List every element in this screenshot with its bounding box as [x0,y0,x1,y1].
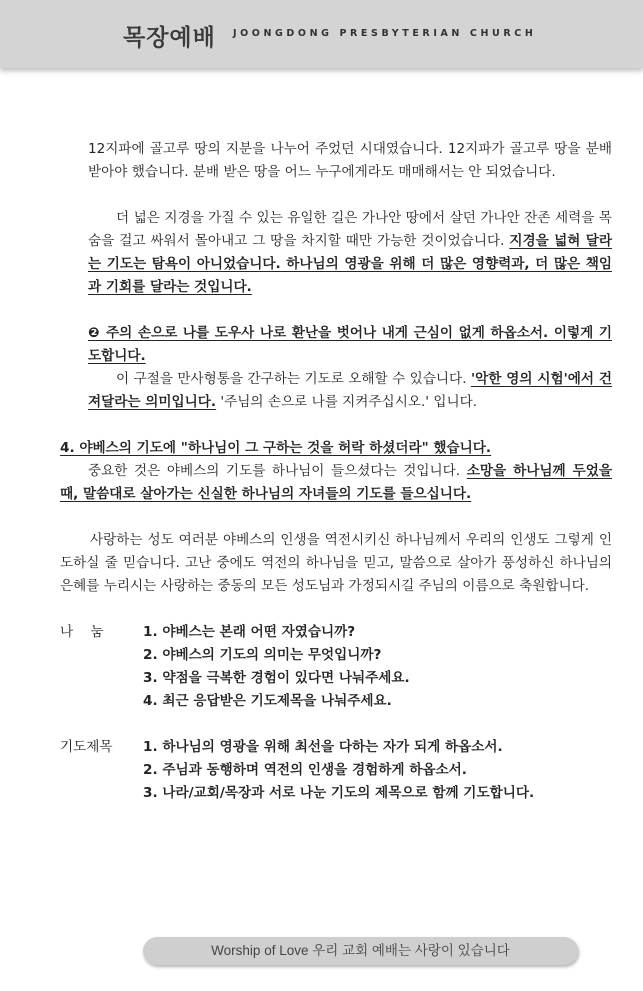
paragraph-5: 사랑하는 성도 여러분 야베스의 인생을 역전시키신 하나님께서 우리의 인생도 그렇게 인도하실 줄 믿습니다. 고난 중에도 역전의 하나님을 믿고, 말씀으로 살아가 풍성하신 하나님의 은혜를 누리시는 사랑하는 중동의 모든 성도님과 가정되시길 주님의 이름으로 축원합니다. [60,532,612,594]
paragraph-2-text: 더 넓은 지경을 가질 수 있는 유일한 길은 가나안 땅에서 살던 가나안 잔존 세력을 목숨을 걸고 싸워서 몰아내고 그 땅을 차지할 때만 가능한 것이었습니다. [88,210,612,249]
paragraph-2 [60,207,612,299]
sharing-item: 2. 야베스의 기도의 의미는 무엇입니까? [143,647,382,663]
sharing-item: 4. 최근 응답받은 기도제목을 나눠주세요. [143,693,392,709]
section-heading-4: 4. 야베스의 기도에 "하나님이 그 구하는 것을 허락 하셨더라" 했습니다. [60,440,492,456]
paragraph-1: 12지파에 골고루 땅의 지분을 나누어 주었던 시대였습니다. 12지파가 골고루 땅을 분배 받아야 했습니다. 분배 받은 땅을 어느 누구에게라도 매매해서는 안 되었습니다. [88,141,612,180]
header-subtitle: JOONGDONG PRESBYTERIAN CHURCH [233,28,537,39]
paragraph-3-end: '주님의 손으로 나를 지켜주십시오.' 입니다. [216,394,478,410]
prayer-list [143,736,612,805]
paragraph-4-emphasis: 소망을 하나님께 두었을 때, 말씀대로 살아가는 신실한 하나님의 자녀들의 기도를 들으십니다. [60,463,613,502]
sharing-label: 나 눔 [60,624,104,640]
paragraph-4-text: 중요한 것은 야베스의 기도를 하나님이 들으셨다는 것입니다. [88,463,467,479]
sharing-list [143,621,612,713]
prayer-section [60,736,612,805]
footer-banner: Worship of Love 우리 교회 예배는 사랑이 있습니다 [143,937,578,965]
paragraph-3-emphasis: '악한 영의 시험'에서 건져달라는 의미입니다. [88,371,612,410]
prayer-item: 1. 하나님의 영광을 위해 최선을 다하는 자가 되게 하옵소서. [143,739,503,755]
prayer-label: 기도제목 [60,739,113,755]
sharing-item: 3. 약점을 극복한 경험이 있다면 나눠주세요. [143,670,410,686]
prayer-item: 2. 주님과 동행하며 역전의 인생을 경험하게 하옵소서. [143,762,467,778]
paragraph-4 [60,460,612,506]
section-heading-2: ❷ 주의 손으로 나를 도우사 나로 환난을 벗어나 내게 근심이 없게 하옵소서. 이렇게 기도합니다. [88,325,612,364]
page-header [0,0,643,68]
prayer-item: 3. 나라/교회/목장과 서로 나눈 기도의 제목으로 함께 기도합니다. [143,785,535,801]
paragraph-2-emphasis: 지경을 넓혀 달라는 기도는 탐욕이 아니었습니다. 하나님의 영광을 위해 더 많은 영향력과, 더 많은 책임과 기회를 달라는 것입니다. [88,233,612,295]
sharing-section [60,621,612,713]
header-title: 목장예배 [123,25,216,51]
paragraph-3-text: 이 구절을 만사형통을 간구하는 기도로 오해할 수 있습니다. [116,371,471,387]
sharing-item: 1. 야베스는 본래 어떤 자였습니까? [143,624,356,640]
paragraph-3 [60,368,612,414]
sermon-content [60,138,612,805]
